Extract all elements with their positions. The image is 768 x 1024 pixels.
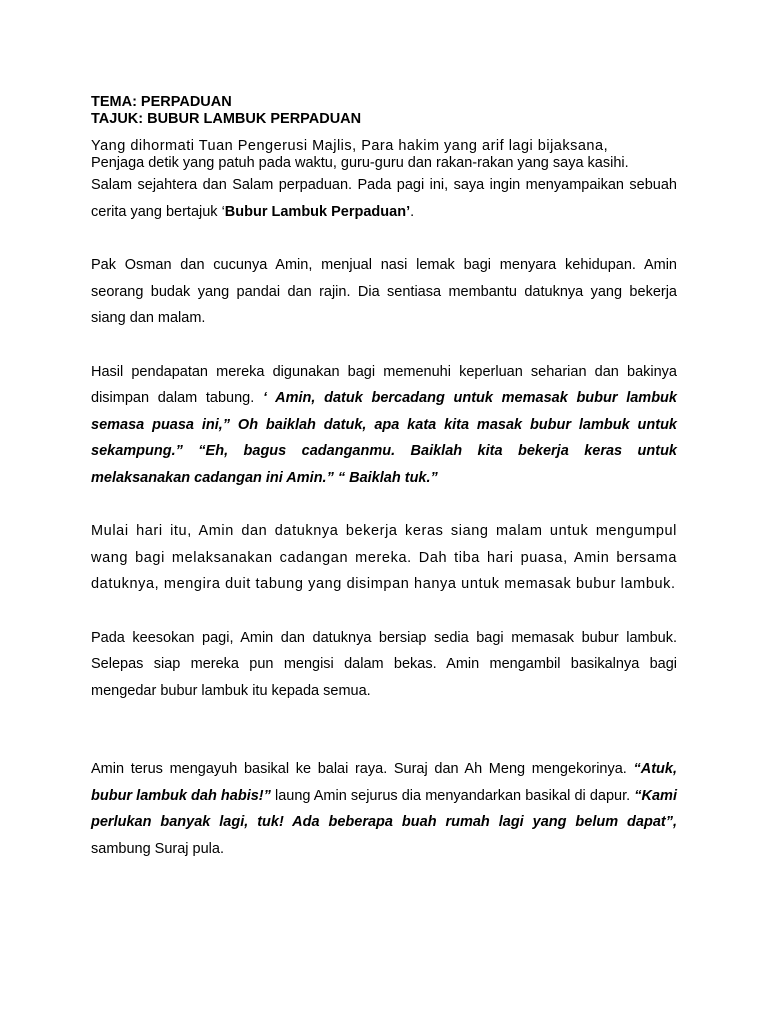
paragraph-3: Mulai hari itu, Amin dan datuknya bekerja keras siang malam untuk mengumpul wang bagi melaksanakan cadangan mereka. Dah tiba hari puasa, Amin bersama datuknya, mengira duit tabung yang disimpan hanya untuk memasak bubur lambuk. [91,523,677,592]
greeting-line-1: Yang dihormati Tuan Pengerusi Majlis, Para hakim yang arif lagi bijaksana, [91,138,609,154]
theme-heading: TEMA: PERPADUAN [91,94,232,110]
paragraph-5-quote-1: “Atuk, bubur lambuk dah habis!” [91,761,677,804]
paragraph-5-text-3: sambung Suraj pula. [91,840,224,857]
paragraph-5-text-2: laung Amin sejurus dia menyandarkan basikal di dapur. [270,787,635,804]
intro-end: . [410,203,415,220]
greeting-line-2: Penjaga detik yang patuh pada waktu, guru-guru dan rakan-rakan yang saya kasihi. [91,155,629,171]
intro-paragraph [91,138,677,225]
paragraph-4: Pada keesokan pagi, Amin dan datuknya bersiap sedia bagi memasak bubur lambuk. Selepas siap mereka pun mengisi dalam bekas. Amin mengambil basikalnya bagi mengedar bubur lambuk itu kepada semua. [91,629,677,699]
spacer [91,491,677,518]
document-page [91,94,677,862]
paragraph-1: Pak Osman dan cucunya Amin, menjual nasi lemak bagi menyara kehidupan. Amin seorang budak yang pandai dan rajin. Dia sentiasa membantu datuknya yang bekerja siang dan malam. [91,257,677,326]
spacer [91,598,677,625]
story-title: Bubur Lambuk Perpaduan’ [224,203,411,220]
spacer [91,225,677,252]
spacer [91,332,677,359]
title-heading: TAJUK: BUBUR LAMBUK PERPADUAN [91,111,362,127]
intro-text: Salam sejahtera dan Salam perpaduan. Pada pagi ini, saya ingin menyampaikan sebuah cerita yang bertajuk ‘ [91,177,677,220]
paragraph-5-text-1: Amin terus mengayuh basikal ke balai raya. Suraj dan Ah Meng mengekorinya. [91,761,634,777]
paragraph-5 [91,756,677,862]
spacer [91,704,677,756]
paragraph-2 [91,359,677,492]
paragraph-2-text: Hasil pendapatan mereka digunakan bagi memenuhi keperluan seharian dan bakinya disimpan dalam tabung. [91,363,677,406]
paragraph-2-quote: ‘ Amin, datuk bercadang untuk memasak bubur lambuk semasa puasa ini,” Oh baiklah datuk, apa kata kita masak bubur lambuk untuk sekampung.” “Eh, bagus cadanganmu. Baiklah kita bekerja keras untuk melaksanakan cadangan ini Amin.” “ Baiklah tuk.” [91,390,677,486]
paragraph-5-quote-2: “Kami perlukan banyak lagi, tuk! Ada beberapa buah rumah lagi yang belum dapat”, [91,787,677,830]
